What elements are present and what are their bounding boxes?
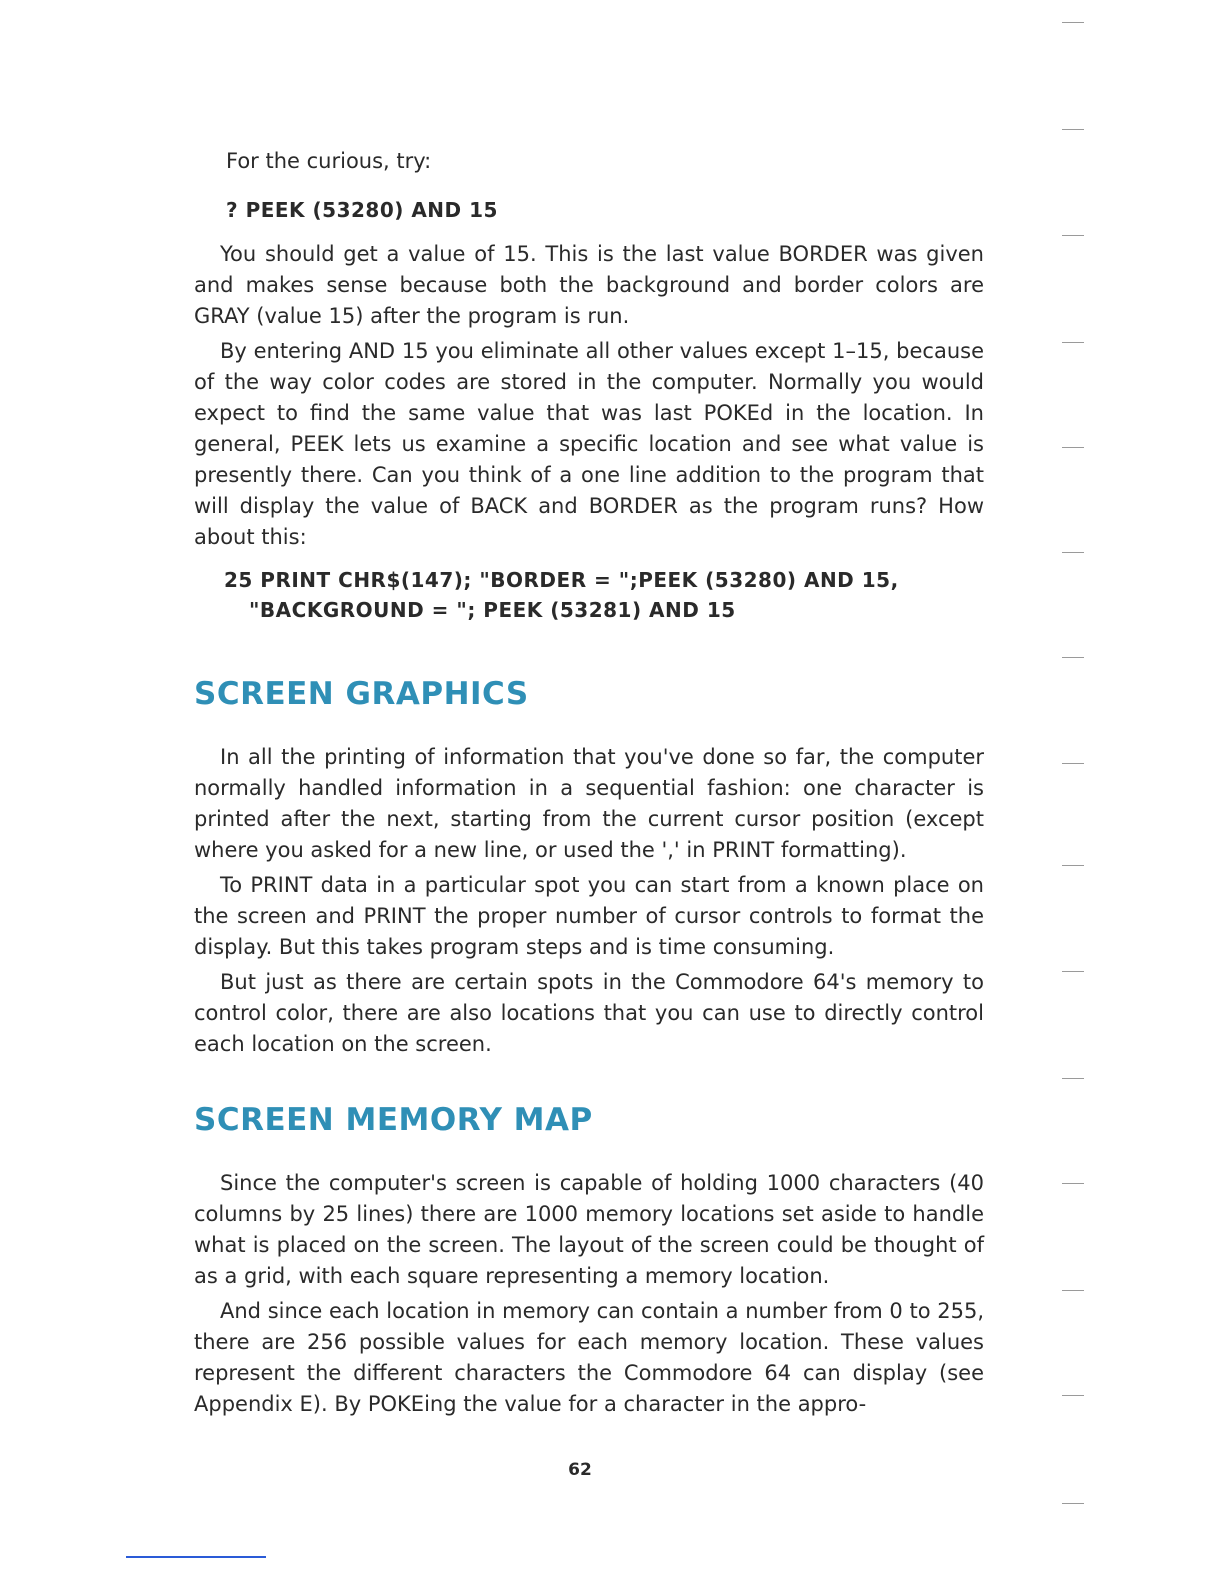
screen-graphics-section [194, 676, 984, 1060]
margin-tick [1062, 1503, 1084, 1504]
margin-tick [1062, 865, 1084, 866]
intro-paragraph-2: By entering AND 15 you eliminate all other values except 1–15, because of the way color codes are stored in the computer. Normally you would expect to find the same value that was last POKEd in the location. In general, PEEK lets us examine a specific location and see what value is presently there. Can you think of a one line addition to the program that will display the value of BACK and BORDER as the program runs? How about this: [194, 339, 984, 549]
intro-section [194, 146, 984, 625]
intro-paragraph-1: You should get a value of 15. This is the last value BORDER was given and makes sense because both the background and border colors are GRAY (value 15) after the program is run. [194, 242, 984, 328]
margin-tick [1062, 342, 1084, 343]
screen-graphics-paragraph-3: But just as there are certain spots in the Commodore 64's memory to control color, there are also locations that you can use to directly control each location on the screen. [194, 970, 984, 1056]
margin-tick [1062, 763, 1084, 764]
margin-tick [1062, 22, 1084, 23]
screen-memory-map-section [194, 1102, 984, 1420]
margin-tick [1062, 129, 1084, 130]
screen-memory-map-heading: SCREEN MEMORY MAP [194, 1102, 593, 1138]
page-number: 62 [568, 1460, 592, 1480]
margin-tick [1062, 552, 1084, 553]
screen-graphics-paragraph-2: To PRINT data in a particular spot you can start from a known place on the screen and PRINT the proper number of cursor controls to format the display. But this takes program steps and is time consuming. [194, 873, 984, 959]
margin-tick [1062, 1078, 1084, 1079]
peek-code-line: ? PEEK (53280) AND 15 [226, 198, 498, 222]
bottom-rule [126, 1556, 266, 1558]
screen-graphics-heading: SCREEN GRAPHICS [194, 676, 529, 712]
print-code-line: 25 PRINT CHR$(147); "BORDER = ";PEEK (53280) AND 15, "BACKGROUND = "; PEEK (53281) AND 15 [224, 568, 899, 622]
margin-tick [1062, 971, 1084, 972]
margin-tick [1062, 1395, 1084, 1396]
margin-tick [1062, 235, 1084, 236]
margin-tick [1062, 447, 1084, 448]
screen-graphics-paragraph-1: In all the printing of information that you've done so far, the computer normally handled information in a sequential fashion: one character is printed after the next, starting from the current cursor position (except where you asked for a new line, or used the ',' in PRINT formatting). [194, 745, 984, 862]
margin-tick [1062, 657, 1084, 658]
margin-tick [1062, 1183, 1084, 1184]
intro-lead: For the curious, try: [226, 149, 432, 173]
screen-memory-map-paragraph-1: Since the computer's screen is capable of holding 1000 characters (40 columns by 25 lines) there are 1000 memory locations set aside to handle what is placed on the screen. The layout of the screen could be thought of as a grid, with each square representing a memory location. [194, 1171, 984, 1288]
margin-tick [1062, 1290, 1084, 1291]
screen-memory-map-paragraph-2: And since each location in memory can contain a number from 0 to 255, there are 256 possible values for each memory location. These values represent the different characters the Commodore 64 can display (see Appendix E). By POKEing the value for a character in the appro- [194, 1299, 984, 1416]
